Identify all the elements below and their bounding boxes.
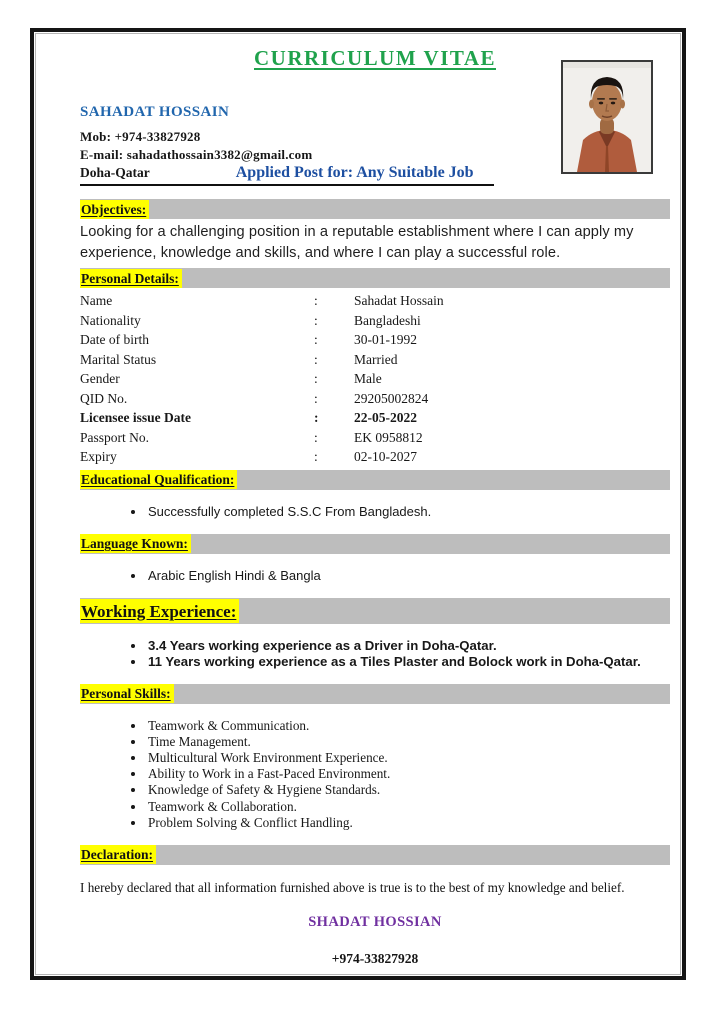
list-item: • 11 Years working experience as a Tiles Plaster and Bolock work in Doha-Qatar.: [146, 654, 670, 670]
section-heading-declaration: Declaration:: [80, 845, 156, 864]
list-item: • Teamwork & Communication.: [146, 718, 670, 734]
section-heading-objectives: Objectives:: [80, 200, 149, 219]
detail-label: Passport No.: [80, 429, 150, 445]
detail-value: 02-10-2027: [354, 449, 417, 464]
detail-separator: :: [314, 332, 318, 347]
section-bar-skills: [80, 684, 670, 704]
detail-separator: :: [314, 410, 319, 425]
signature-phone: +974-33827928: [331, 950, 419, 966]
signature-name: SHADAT HOSSIAN: [308, 913, 442, 930]
detail-value: Male: [354, 371, 382, 386]
languages-list: [80, 568, 670, 584]
list-item: • 3.4 Years working experience as a Driver in Doha-Qatar.: [146, 638, 670, 654]
detail-value: Bangladeshi: [354, 312, 421, 328]
detail-label: Expiry: [80, 449, 117, 464]
applied-post-text: Applied Post for: Any Suitable Job: [235, 164, 474, 181]
cv-page-content: [34, 32, 682, 976]
table-row: [80, 350, 670, 370]
detail-label: Marital Status: [80, 351, 157, 367]
section-heading-skills: Personal Skills:: [80, 684, 174, 703]
table-row: [80, 389, 670, 409]
detail-separator: :: [314, 351, 318, 367]
experience-list: [80, 638, 670, 670]
applicant-name: SAHADAT HOSSAIN: [80, 104, 230, 120]
list-item: • Multicultural Work Environment Experience.: [146, 750, 670, 766]
email-line: E-mail: sahadathossain3382@gmail.com: [80, 146, 313, 162]
section-heading-experience: Working Experience:: [80, 599, 239, 623]
detail-label: Licensee issue Date: [80, 410, 191, 425]
detail-label: QID No.: [80, 390, 128, 406]
detail-separator: :: [314, 312, 318, 328]
list-item: • Time Management.: [146, 734, 670, 750]
section-heading-personal-details: Personal Details:: [80, 269, 182, 288]
skills-list: [80, 718, 670, 831]
detail-label: Date of birth: [80, 332, 149, 347]
list-item: • Knowledge of Safety & Hygiene Standards.: [146, 782, 670, 798]
detail-label: Gender: [80, 371, 120, 386]
detail-value: Sahadat Hossain: [354, 293, 444, 308]
applicant-photo-image: [563, 62, 651, 172]
declaration-text: I hereby declared that all information furnished above is true is to the best of my knowledge and belief.: [80, 879, 625, 895]
table-row: [80, 428, 670, 448]
section-bar-personal-details: [80, 268, 670, 288]
objectives-text: Looking for a challenging position in a reputable establishment where I can apply my experience, knowledge and skills, and where I can play a successful role.: [80, 224, 634, 261]
document-title: CURRICULUM VITAE: [254, 46, 496, 70]
table-row: [80, 311, 670, 331]
location-text: Doha-Qatar: [80, 165, 150, 180]
detail-value: 30-01-1992: [354, 332, 417, 347]
applicant-photo: [561, 60, 653, 174]
table-row: [80, 369, 670, 389]
table-row: [80, 291, 670, 311]
list-item: • Teamwork & Collaboration.: [146, 799, 670, 815]
applied-post-row: [80, 164, 494, 186]
detail-separator: :: [314, 293, 318, 308]
detail-separator: :: [314, 429, 318, 445]
detail-value: 22-05-2022: [354, 410, 417, 425]
education-list: [80, 504, 670, 520]
detail-label: Name: [80, 293, 113, 308]
detail-separator: :: [314, 390, 318, 406]
list-item: • Arabic English Hindi & Bangla: [146, 568, 670, 584]
section-bar-declaration: [80, 845, 670, 865]
section-bar-education: [80, 470, 670, 490]
detail-separator: :: [314, 371, 318, 386]
mobile-line: Mob: +974-33827928: [80, 129, 201, 144]
list-item: • Ability to Work in a Fast-Paced Environment.: [146, 766, 670, 782]
list-item: • Problem Solving & Conflict Handling.: [146, 815, 670, 831]
section-bar-objectives: [80, 199, 670, 219]
list-item: • Successfully completed S.S.C From Bangladesh.: [146, 504, 670, 520]
table-row: [80, 408, 670, 428]
table-row: [80, 330, 670, 350]
detail-label: Nationality: [80, 312, 141, 328]
detail-value: EK 0958812: [354, 429, 423, 445]
section-bar-experience: [80, 598, 670, 624]
section-heading-languages: Language Known:: [80, 534, 191, 553]
section-bar-languages: [80, 534, 670, 554]
table-row: [80, 447, 670, 467]
detail-value: 29205002824: [354, 390, 429, 406]
personal-details-table: [80, 291, 670, 467]
section-heading-education: Educational Qualification:: [80, 470, 237, 489]
page-border: [30, 28, 686, 980]
detail-separator: :: [314, 449, 318, 464]
detail-value: Married: [354, 351, 398, 367]
